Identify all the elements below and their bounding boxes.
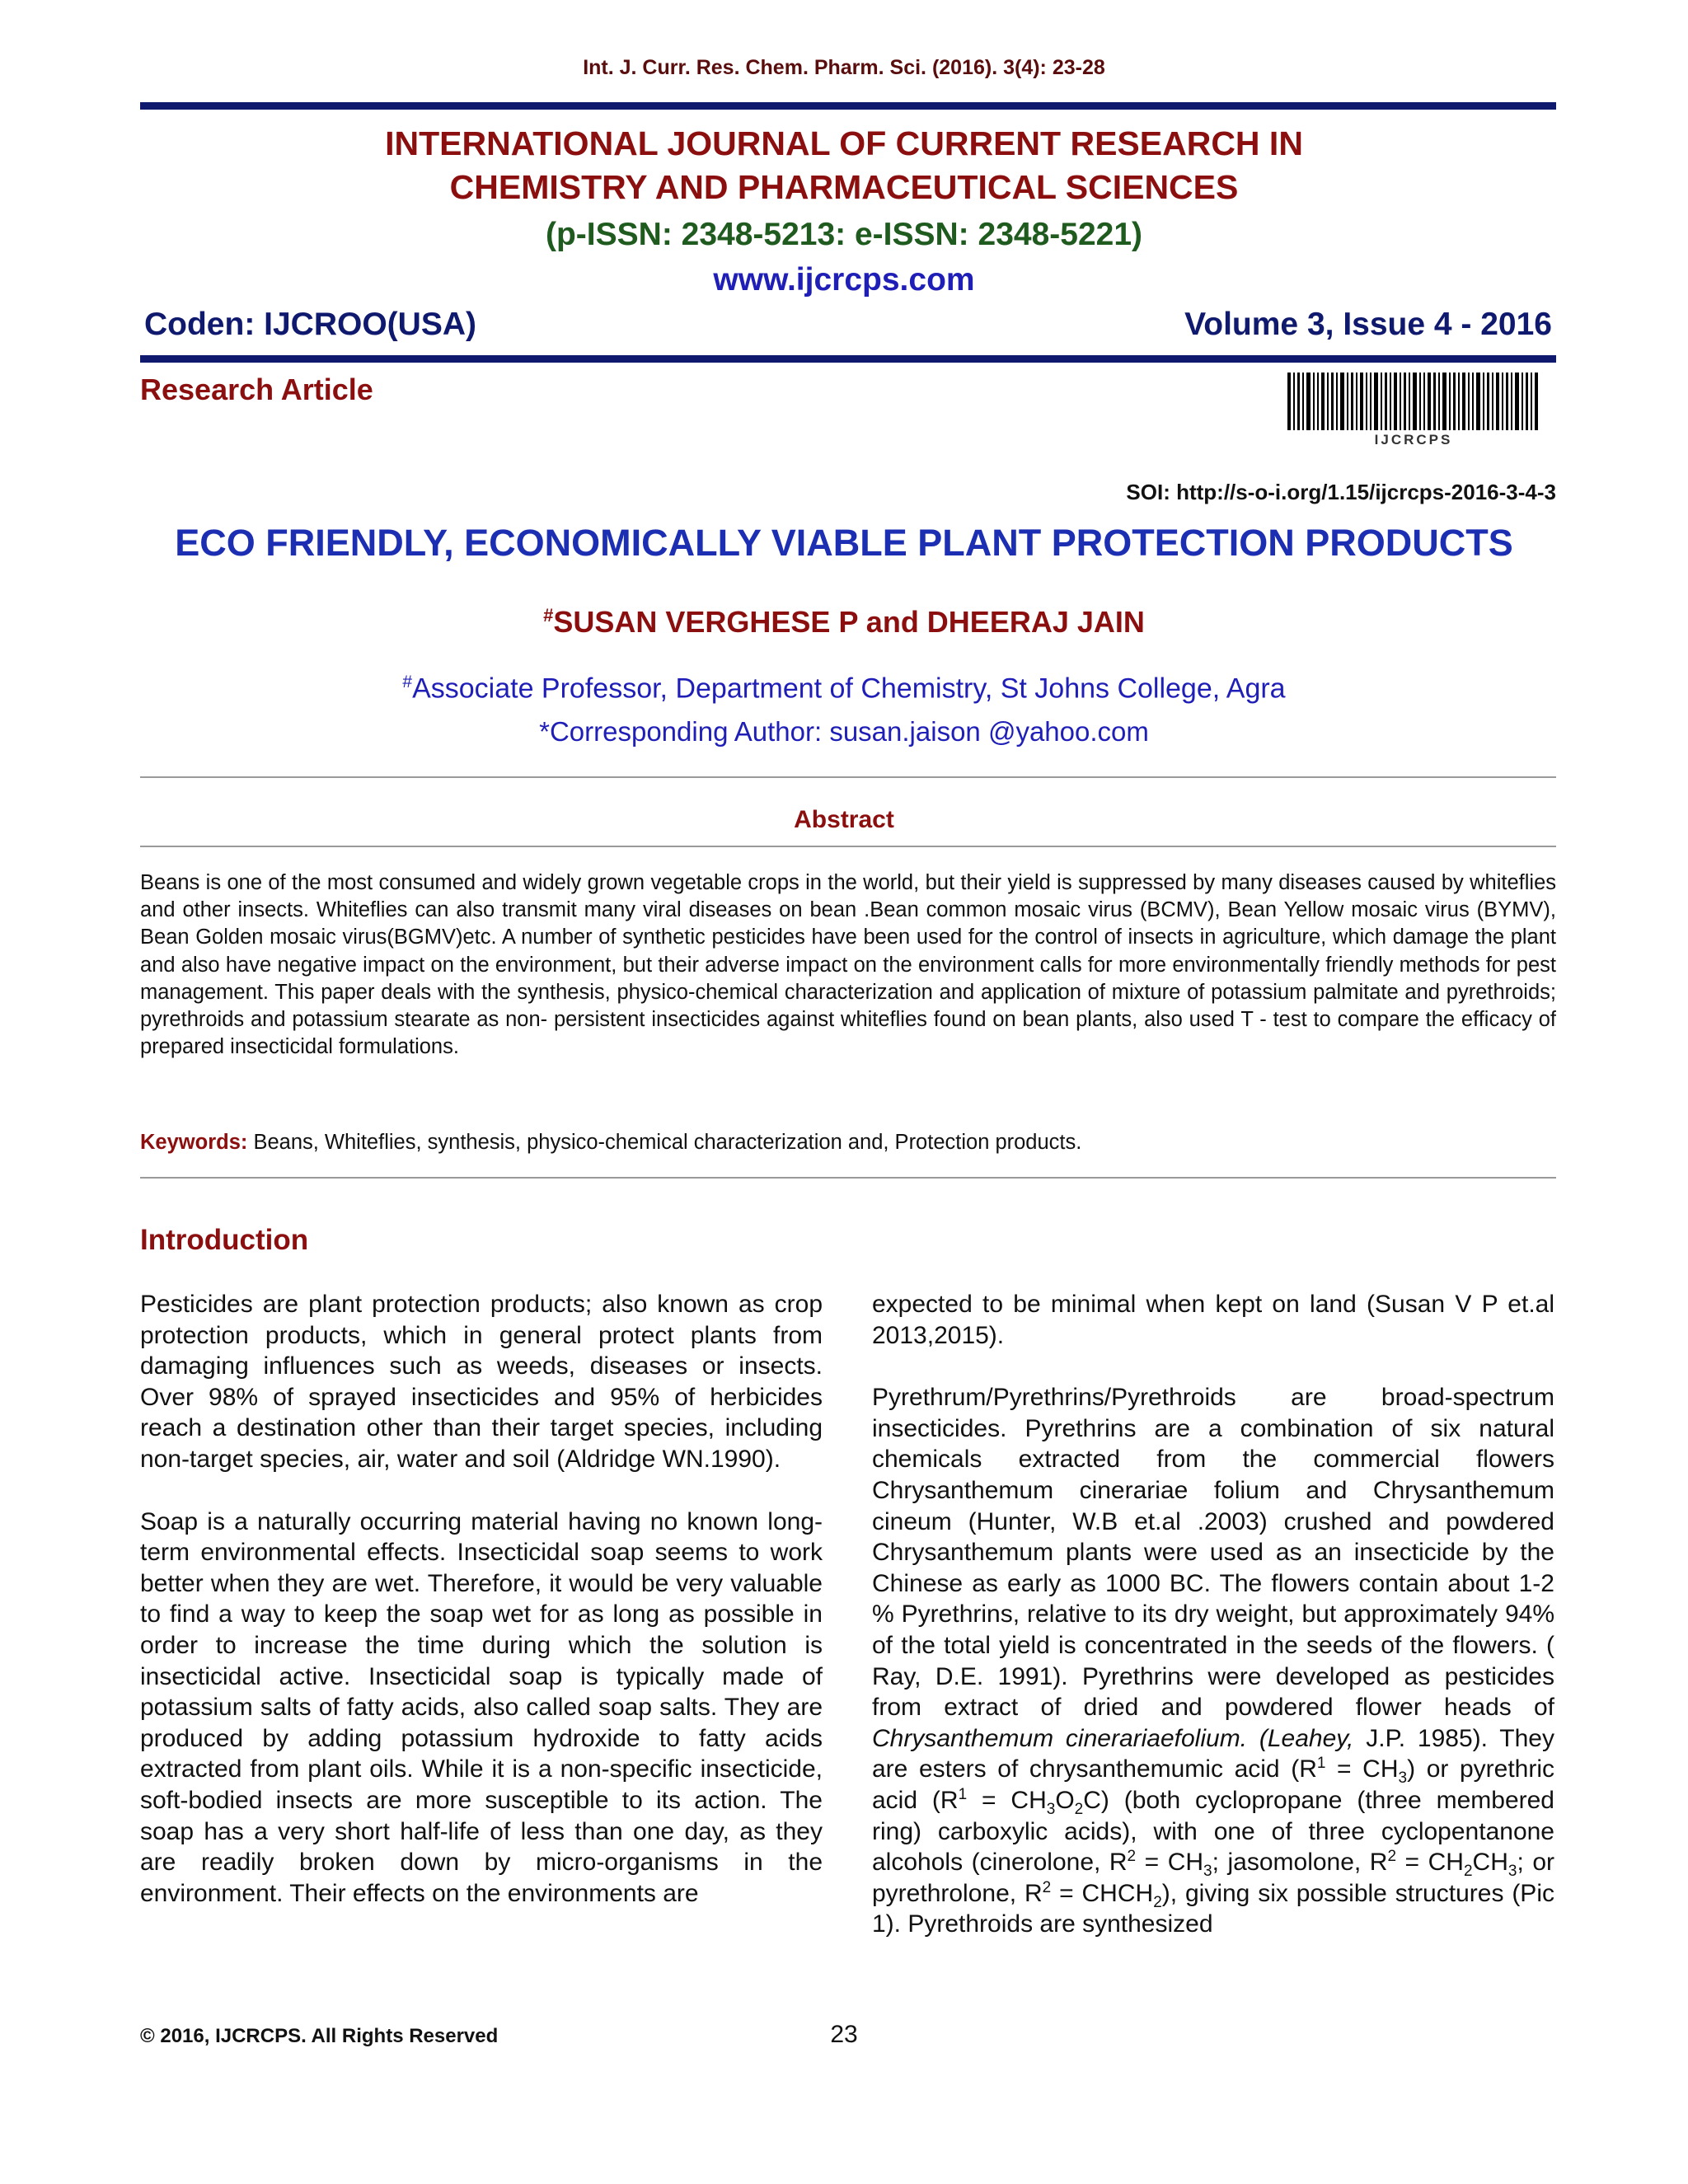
running-head: Int. J. Curr. Res. Chem. Pharm. Sci. (2016). 3(4): 23-28 <box>583 56 1105 79</box>
abstract-heading: Abstract <box>794 806 894 833</box>
abstract-heading-rule <box>140 846 1556 847</box>
p4-sub-3a: 3 <box>1398 1769 1408 1788</box>
corresponding-author: *Corresponding Author: susan.jaison @yahoo.com <box>539 716 1149 747</box>
barcode-caption: IJCRCPS <box>1374 432 1453 448</box>
intro-paragraph-3: expected to be minimal when kept on land (Susan V P et.al 2013,2015). <box>872 1291 1554 1349</box>
footer-copyright: © 2016, IJCRCPS. All Rights Reserved <box>140 2025 499 2047</box>
left-column <box>140 1289 823 1940</box>
intro-paragraph-4 <box>872 1382 1554 1940</box>
right-column <box>872 1289 1554 1971</box>
p4-text-h: = CH <box>1136 1849 1204 1877</box>
journal-title-line1: INTERNATIONAL JOURNAL OF CURRENT RESEARCH IN <box>385 124 1303 162</box>
article-type: Research Article <box>140 373 373 406</box>
page-number: 23 <box>830 2021 858 2048</box>
p4-text-c: = CH <box>1325 1755 1399 1783</box>
p4-sup-2b: 2 <box>1387 1848 1397 1866</box>
top-rule <box>140 102 1556 110</box>
affiliation-text: Associate Professor, Department of Chemistry, St Johns College, Agra <box>412 673 1286 705</box>
p4-text-k: CH <box>1472 1849 1508 1877</box>
journal-title-line2: CHEMISTRY AND PHARMACEUTICAL SCIENCES <box>449 168 1239 206</box>
issn: (p-ISSN: 2348-5213: e-ISSN: 2348-5221) <box>546 217 1142 252</box>
p4-italic-species: Chrysanthemum cinerariaefolium. (Leahey, <box>872 1724 1354 1752</box>
affiliation <box>0 673 1688 705</box>
p4-sub-2b: 2 <box>1463 1863 1473 1881</box>
keywords <box>140 1131 1556 1155</box>
p4-text-a: Pyrethrum/Pyrethrins/Pyrethroids are broad-spectrum insecticides. Pyrethrins are a combination of six natural chemicals extracted from the commercial flowers Chrysanthemum cinerariae folium and Chrysanthemum cineum (Hunter, W.B et.al .2003) crushed and powdered Chrysanthemum plants were used as an insecticide by the Chinese as early as 1000 BC. The flowers contain about 1-2 % Pyrethrins, relative to its dry weight, but approximately 94% of the total yield is concentrated in the seeds of the flowers. ( Ray, D.E. 1991). Pyrethrins were developed as pesticides from extract of dried and powdered flower heads of <box>872 1384 1554 1722</box>
abstract-text: Beans is one of the most consumed and widely grown vegetable crops in the world, but their yield is suppressed by many diseases caused by whiteflies and other insects. Whiteflies can also transmit many viral diseases on bean .Bean common mosaic virus (BCMV), Bean Yellow mosaic virus (BYMV), Bean Golden mosaic virus(BGMV)etc. A number of synthetic pesticides have been used for the control of insects in agriculture, which damage the plant and also have negative impact on the environment, but their adverse impact on the environment calls for more environmentally friendly methods for pest management. This paper deals with the synthesis, physico-chemical characterization and application of mixture of potassium palmitate and pyrethroids; pyrethroids and potassium stearate as non- persistent insecticides against whiteflies found on bean plants, also used T - test to compare the efficacy of prepared insecticidal formulations. <box>140 871 1556 1059</box>
affiliation-mark: # <box>402 673 413 691</box>
p4-text-e: = CH <box>967 1786 1047 1814</box>
intro-paragraph-1: Pesticides are plant protection products; also known as crop protection products, which in general protect plants from damaging influences such as weeds, diseases or insects. Over 98% of sprayed insecticides and 95% of herbicides reach a destination other than their target species, including non-target species, air, water and soil (Aldridge WN.1990). <box>140 1291 823 1473</box>
p4-text-i: ; jasomolone, R <box>1212 1849 1388 1877</box>
p4-text-g: C) (both cyclopropane (three membered ring) carboxylic acids), with one of three cyclopentanone alcohols (cinerolone, R <box>872 1786 1554 1877</box>
p4-sup-2c: 2 <box>1042 1878 1052 1896</box>
p4-text-f: O <box>1055 1786 1075 1814</box>
keywords-label: Keywords: <box>140 1131 248 1154</box>
p4-sup-1a: 1 <box>1316 1755 1326 1773</box>
p4-sub-3b: 3 <box>1046 1800 1056 1818</box>
author-names: SUSAN VERGHESE P and DHEERAJ JAIN <box>553 605 1145 639</box>
soi-link[interactable]: SOI: http://s-o-i.org/1.15/ijcrcps-2016-3-4-3 <box>1126 480 1556 504</box>
p4-text-j: = CH <box>1396 1849 1464 1877</box>
p4-text-d: ) or pyrethric acid (R <box>872 1755 1555 1814</box>
p4-sup-1b: 1 <box>958 1785 968 1803</box>
paper-title: ECO FRIENDLY, ECONOMICALLY VIABLE PLANT PROTECTION PRODUCTS <box>175 522 1513 564</box>
author-mark: # <box>543 605 554 626</box>
authors <box>0 605 1688 640</box>
p4-text-l: ; or pyrethrolone, R <box>872 1849 1554 1907</box>
journal-website-link[interactable]: www.ijcrcps.com <box>713 262 975 298</box>
intro-paragraph-2: Soap is a naturally occurring material having no known long-term environmental effects. Insecticidal soap seems to work better when they are wet. Therefore, it would be very valuable to find a way to keep the soap wet for as long as possible in order to increase the time during which the solution is insecticidal active. Insecticidal soap is typically made of potassium salts of fatty acids, also called soap salts. They are produced by adding potassium hydroxide to fatty acids extracted from plant oils. While it is a non-specific insecticide, soft-bodied insects are more susceptible to its action. The soap has a very short half-life of less than one day, as they are readily broken down by micro-organisms in the environment. Their effects on the environments are <box>140 1507 823 1907</box>
p4-sub-2a: 2 <box>1074 1800 1084 1818</box>
header-bottom-rule <box>140 355 1556 363</box>
p4-sub-3d: 3 <box>1507 1863 1517 1881</box>
p4-text-m: = CHCH <box>1051 1879 1154 1907</box>
p4-text-n: ), giving six possible structures (Pic 1). Pyrethroids are synthesized <box>872 1879 1554 1938</box>
p4-sub-3c: 3 <box>1203 1863 1212 1881</box>
introduction-heading: Introduction <box>140 1224 309 1256</box>
keywords-list: Beans, Whiteflies, synthesis, physico-chemical characterization and, Protection products. <box>247 1131 1082 1154</box>
abstract-bottom-rule <box>140 1177 1556 1179</box>
p4-text-b: J.P. 1985). They are esters of chrysanthemumic acid (R <box>872 1724 1554 1783</box>
abstract-top-rule <box>140 776 1556 778</box>
volume-issue: Volume 3, Issue 4 - 2016 <box>1184 307 1552 342</box>
coden: Coden: IJCROO(USA) <box>144 307 476 342</box>
p4-sup-2a: 2 <box>1127 1848 1137 1866</box>
p4-sub-2c: 2 <box>1153 1893 1162 1911</box>
barcode-image <box>1287 373 1540 440</box>
